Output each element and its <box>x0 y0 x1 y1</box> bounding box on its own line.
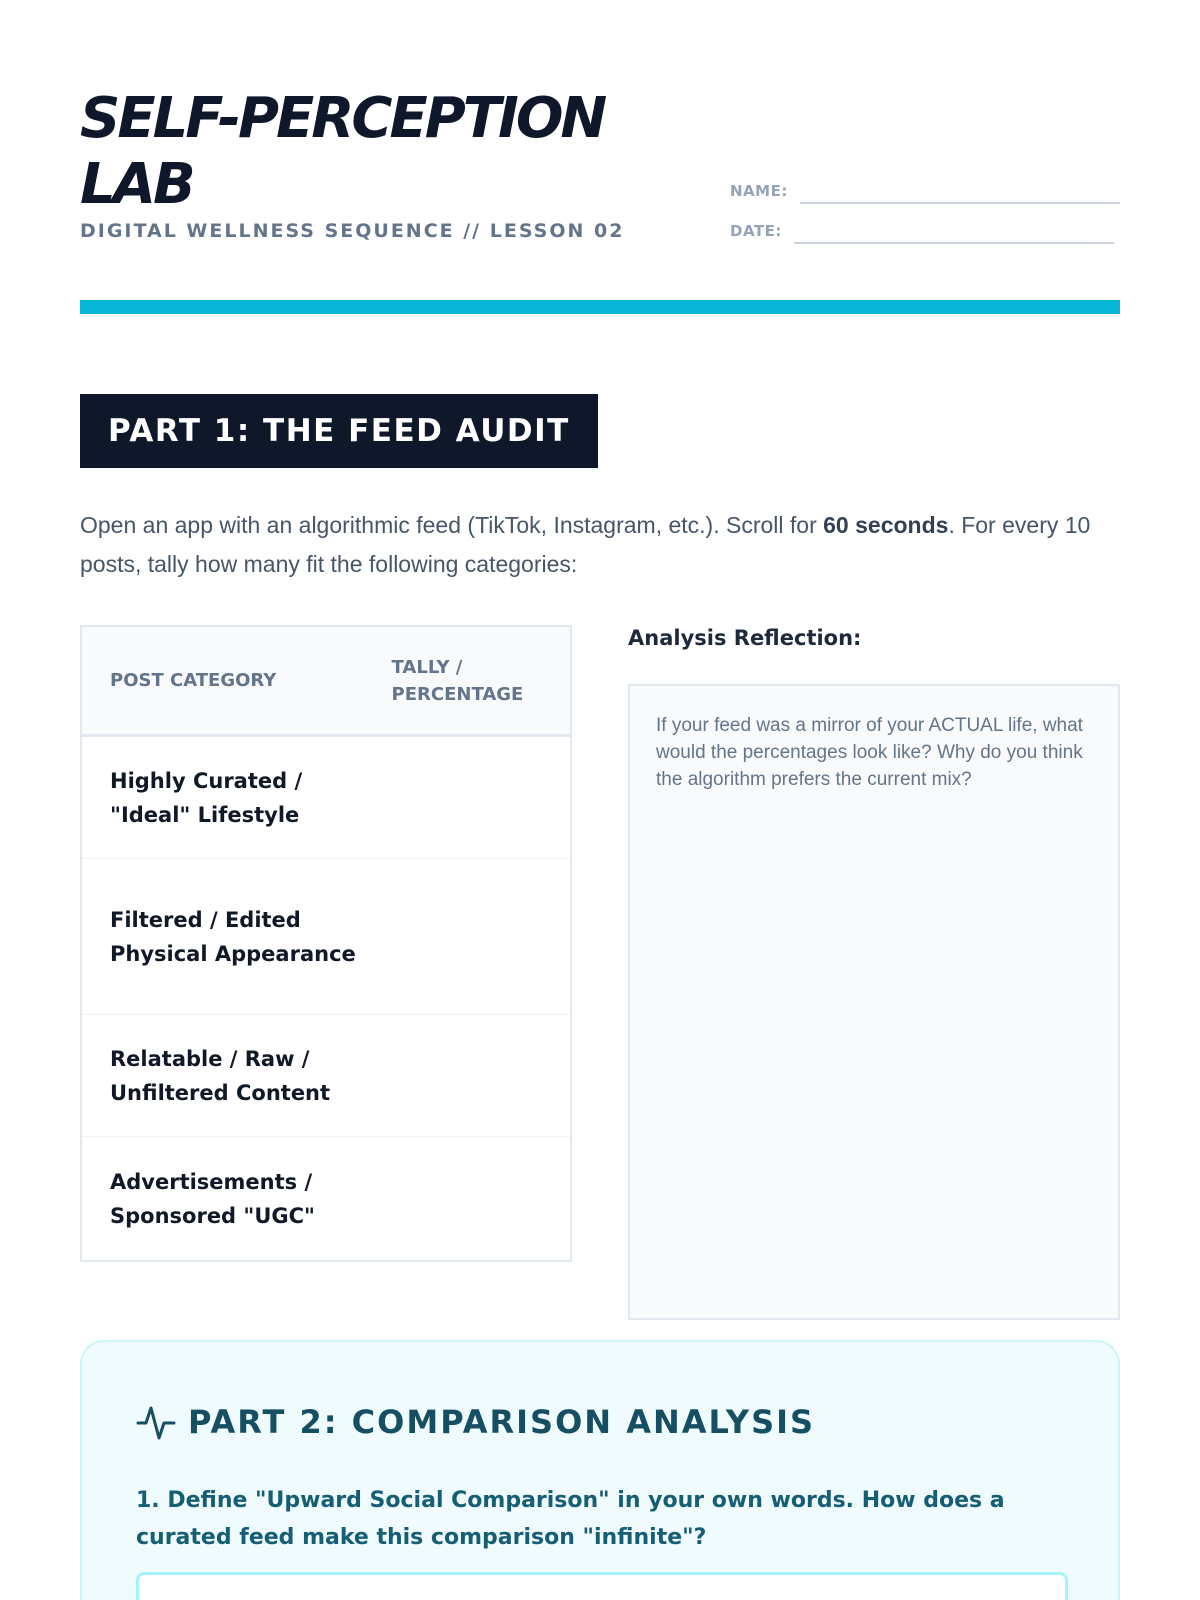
name-label: NAME: <box>730 182 788 200</box>
worksheet-header <box>80 86 1120 246</box>
intro-text-end: . For every 10 posts, tally how many fit the following categories: <box>80 512 1091 577</box>
name-line[interactable] <box>800 180 1120 204</box>
tally-cell[interactable] <box>392 859 570 1014</box>
worksheet-page <box>80 0 1120 1600</box>
table-row <box>82 737 570 859</box>
feed-audit-table <box>80 625 572 1262</box>
table-row <box>82 1015 570 1137</box>
category-cell: Relatable / Raw / Unfiltered Content <box>110 1046 331 1105</box>
part2-section <box>80 1340 1120 1600</box>
table-header <box>82 627 570 737</box>
intro-text-start: Open an app with an algorithmic feed (TikTok, Instagram, etc.). Scroll for <box>80 512 824 538</box>
tally-cell[interactable] <box>392 1015 570 1136</box>
question-1-answer-box[interactable] <box>136 1572 1068 1600</box>
question-1: 1. Define "Upward Social Comparison" in your own words. How does a curated feed make this comparison "infinite"? <box>136 1488 1005 1550</box>
date-label: DATE: <box>730 222 782 240</box>
part2-title: PART 2: COMPARISON ANALYSIS <box>188 1403 816 1441</box>
column-header-tally: TALLY / PERCENTAGE <box>391 656 524 705</box>
pulse-icon <box>136 1402 176 1442</box>
part1-instructions <box>80 506 1120 584</box>
reflection-label: Analysis Reflection: <box>628 626 862 650</box>
category-cell: Advertisements / Sponsored "UGC" <box>110 1169 315 1228</box>
category-cell: Highly Curated / "Ideal" Lifestyle <box>110 768 303 827</box>
header-divider <box>80 300 1120 314</box>
part1-heading: PART 1: THE FEED AUDIT <box>80 394 598 468</box>
date-field[interactable] <box>730 220 1114 244</box>
table-row <box>82 859 570 1015</box>
tally-cell[interactable] <box>392 1137 570 1260</box>
name-field[interactable] <box>730 180 1120 204</box>
worksheet-title: SELF-PERCEPTION LAB <box>80 86 605 217</box>
intro-duration: 60 seconds <box>823 512 949 538</box>
category-cell: Filtered / Edited Physical Appearance <box>110 907 356 966</box>
tally-cell[interactable] <box>392 737 570 858</box>
table-row <box>82 1137 570 1260</box>
worksheet-subtitle: DIGITAL WELLNESS SEQUENCE // LESSON 02 <box>80 220 625 242</box>
part2-heading <box>136 1402 815 1442</box>
date-line[interactable] <box>794 220 1114 244</box>
column-header-category: POST CATEGORY <box>110 670 277 691</box>
reflection-answer-box[interactable] <box>628 684 1120 1320</box>
reflection-prompt: If your feed was a mirror of your ACTUAL life, what would the percentages look like? Why do you think the algorithm prefers the current mix? <box>656 715 1083 790</box>
